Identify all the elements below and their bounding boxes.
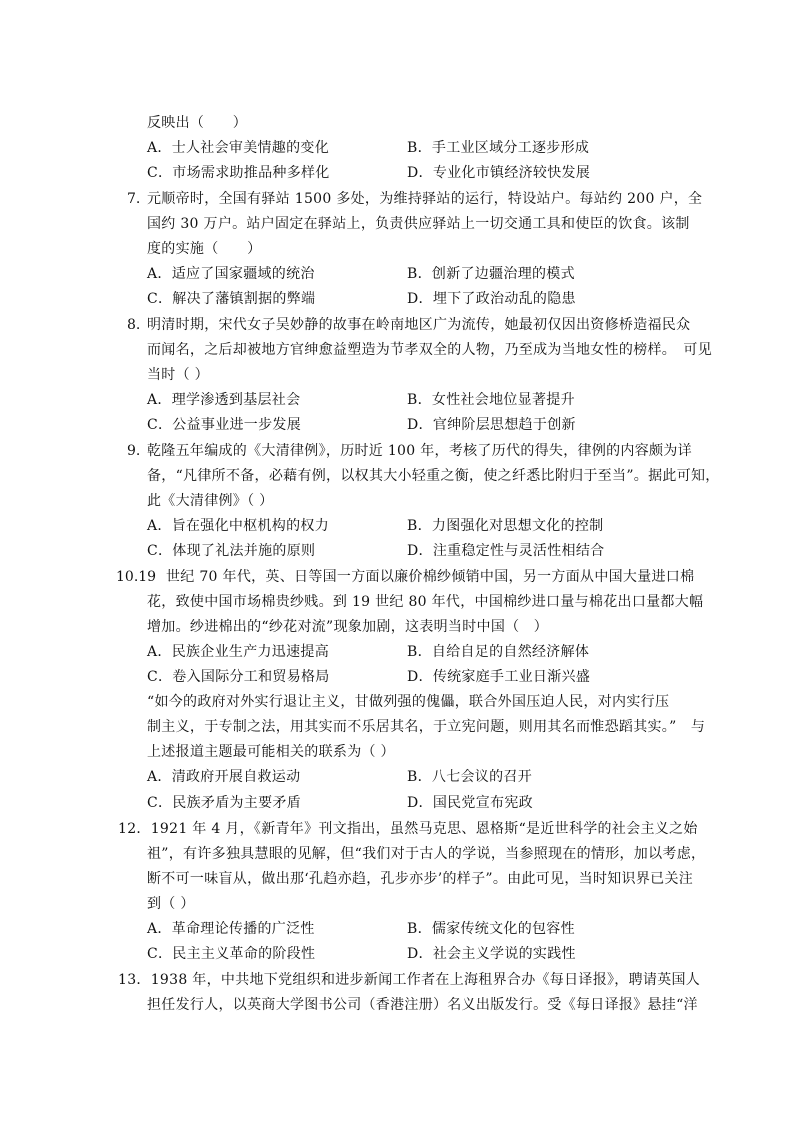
option-a: A．革命理论传播的广泛性 <box>147 921 315 937</box>
option-d: D．官绅阶层思想趋于创新 <box>407 417 576 433</box>
question-stem-line: 担任发行人，以英商大学图书公司（香港注册）名义出版发行。受《每日译报》悬挂“洋 <box>147 997 698 1013</box>
option-d: D．国民党宣布宪政 <box>407 795 533 811</box>
option-a: A．旨在强化中枢机构的权力 <box>147 518 330 534</box>
question-stem-line: 明清时期，宋代女子吴妙静的故事在岭南地区广为流传，她最初仅因出资修桥造福民众 <box>147 317 691 333</box>
question-stem-line: 元顺帝时，全国有驿站 1500 多处，为维持驿站的运行，特设站户。每站约 200 户，全 <box>147 191 703 207</box>
question-stem-line: 乾隆五年编成的《大清律例》，历时近 100 年，考核了历代的得失，律例的内容颇为详 <box>147 443 692 459</box>
option-c: C．市场需求助推品种多样化 <box>147 165 330 181</box>
question-stem-line: 反映出（ ） <box>147 115 248 131</box>
question-number: 7. <box>127 191 141 207</box>
question-stem-line: 增加。纱进棉出的“纱花对流”现象加剧，这表明当时中国（ ） <box>147 619 549 635</box>
option-c: C．解决了藩镇割据的弊端 <box>147 291 316 307</box>
option-d: D．注重稳定性与灵活性相结合 <box>407 543 605 559</box>
option-d: D．专业化市镇经济较快发展 <box>407 165 591 181</box>
option-b: B．八七会议的召开 <box>407 769 532 785</box>
question-stem-line: 国约 30 万户。站户固定在驿站上，负责供应驿站上一切交通工具和使臣的饮食。该制 <box>147 216 690 232</box>
question-stem-line: 13．1938 年，中共地下党组织和进步新闻工作者在上海租界合办《每日译报》，聘请英国人 <box>118 972 701 988</box>
option-d: D．传统家庭手工业日渐兴盛 <box>407 669 591 685</box>
option-b: B．手工业区域分工逐步形成 <box>407 140 590 156</box>
question-stem-line: 备，“凡律所不备，必藉有例，以权其大小轻重之衡，使之纤悉比附归于至当”。据此可知， <box>147 468 720 484</box>
option-a: A．适应了国家疆域的统治 <box>147 266 315 282</box>
option-a: A．民族企业生产力迅速提高 <box>147 644 330 660</box>
question-stem-line: 祖”，有许多独具慧眼的见解，但“我们对于古人的学说，当参照现在的情形，加以考虑， <box>147 846 706 862</box>
option-b: B．儒家传统文化的包容性 <box>407 921 575 937</box>
question-number: 9. <box>127 443 141 459</box>
question-stem-line: 此《大清律例》（ ） <box>147 493 274 509</box>
option-c: C．体现了礼法并施的原则 <box>147 543 316 559</box>
question-stem-line: 当时（ ） <box>147 367 209 383</box>
option-c: C．民族矛盾为主要矛盾 <box>147 795 302 811</box>
question-stem-line: 花，致使中国市场棉贵纱贱。到 19 世纪 80 年代，中国棉纱进口量与棉花出口量都大幅 <box>147 594 704 610</box>
question-stem-line: 制主义，于专制之法，用其实而不乐居其名，于立宪问题，则用其名而惟恐蹈其实。” 与 <box>147 719 706 735</box>
option-a: A．清政府开展自救运动 <box>147 769 301 785</box>
question-number: 8. <box>127 317 141 333</box>
option-d: D．社会主义学说的实践性 <box>407 946 576 962</box>
question-stem-line: 12．1921 年 4 月，《新青年》刊文指出，虽然马克思、恩格斯“是近世科学的社会主义之始 <box>118 821 698 837</box>
option-a: A．理学渗透到基层社会 <box>147 392 301 408</box>
option-b: B．女性社会地位显著提升 <box>407 392 575 408</box>
question-number: 10.19 <box>116 569 157 585</box>
question-stem-line: 到（ ） <box>147 896 195 912</box>
option-c: C．卷入国际分工和贸易格局 <box>147 669 330 685</box>
option-b: B．力图强化对思想文化的控制 <box>407 518 604 534</box>
question-stem-line: 度的实施（ ） <box>147 241 262 257</box>
option-c: C．公益事业进一步发展 <box>147 417 302 433</box>
option-a: A．士人社会审美情趣的变化 <box>147 140 330 156</box>
option-b: B．创新了边疆治理的模式 <box>407 266 575 282</box>
option-d: D．埋下了政治动乱的隐患 <box>407 291 576 307</box>
question-stem-line: 上述报道主题最可能相关的联系为（ ） <box>147 744 395 760</box>
question-stem-line: 而闻名，之后却被地方官绅愈益塑造为节孝双全的人物，乃至成为当地女性的榜样。 可见 <box>147 342 712 358</box>
question-stem-line: “如今的政府对外实行退让主义，甘做列强的傀儡，联合外国压迫人民，对内实行压 <box>147 694 670 710</box>
option-b: B．自给自足的自然经济解体 <box>407 644 590 660</box>
option-c: C．民主主义革命的阶段性 <box>147 946 316 962</box>
question-stem-line: 断不可一味盲从，做出那‘孔趋亦趋，孔步亦步’的样子”。由此可见，当时知识界已关注 <box>147 871 694 887</box>
question-stem-line: 世纪 70 年代，英、日等国一方面以廉价棉纱倾销中国，另一方面从中国大量进口棉 <box>166 569 695 585</box>
